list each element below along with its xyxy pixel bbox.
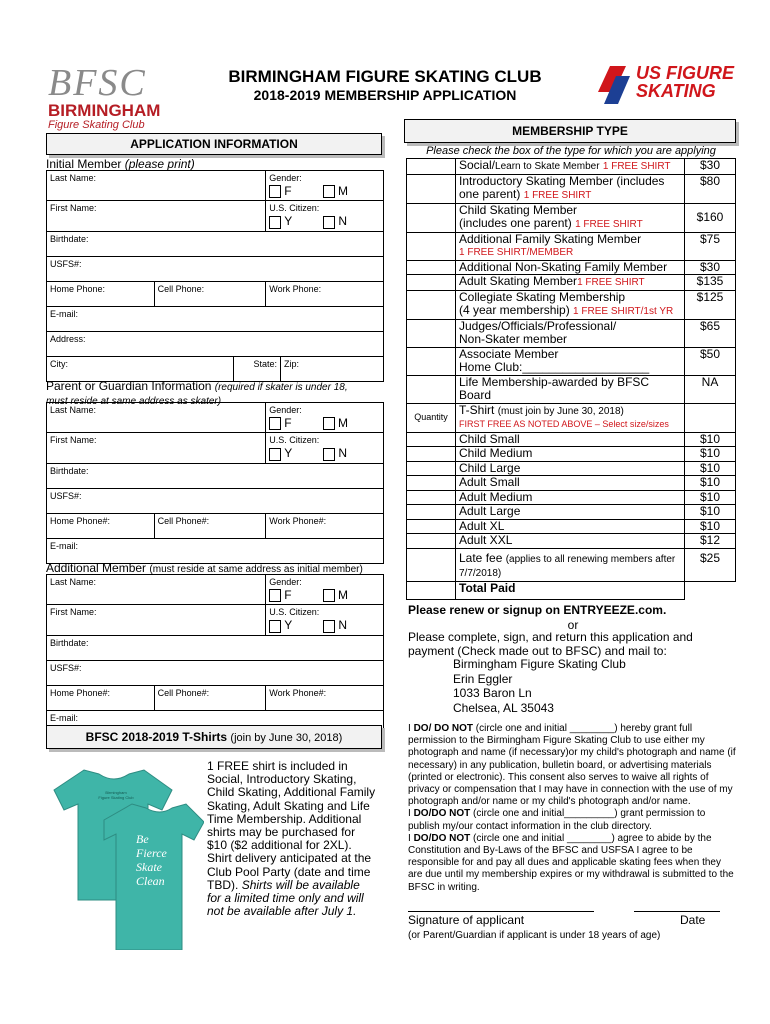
size-price: $10 (685, 505, 736, 520)
signature-line[interactable] (408, 911, 594, 912)
size-quantity-input[interactable] (407, 476, 456, 491)
late-fee-title: Late fee (459, 550, 503, 565)
complete-instruction: Please complete, sign, and return this application and payment (Check made out to BFSC) and mail to: (408, 630, 693, 658)
page-subtitle: 2018-2019 MEMBERSHIP APPLICATION (253, 87, 517, 103)
membership-row (407, 203, 736, 232)
signature-label: Signature of applicant (408, 913, 525, 927)
bfsc-logo-name: BIRMINGHAM (48, 101, 161, 120)
parent-gender-f-label: F (284, 416, 292, 430)
gender-f-checkbox[interactable] (269, 185, 281, 198)
tshirt-row-red: FIRST FREE AS NOTED ABOVE – Select size/sizes (459, 419, 669, 429)
home-phone-label: Home Phone: (50, 283, 106, 294)
membership-line: Additional Family Skating Member (459, 231, 642, 246)
additional-citizen-y-label: Y (284, 618, 293, 633)
additional-home-phone-field[interactable] (47, 685, 155, 710)
late-fee-label (456, 548, 685, 581)
additional-gender-label: Gender: (269, 577, 302, 587)
membership-row (407, 375, 736, 403)
mailing-address (453, 657, 713, 715)
size-row (407, 505, 736, 520)
consent-lead: I (408, 832, 414, 844)
membership-line: one parent) (459, 187, 521, 201)
parent-birthdate-label: Birthdate: (50, 465, 89, 476)
city-state-zip-row (47, 356, 384, 381)
membership-red: 1 FREE SHIRT (602, 161, 671, 172)
usfs-field[interactable] (47, 256, 384, 281)
size-row (407, 461, 736, 476)
additional-citizen-label: U.S. Citizen: (269, 607, 320, 618)
membership-instruction: Please check the box of the type for which you are applying (426, 145, 716, 157)
membership-price: $135 (685, 275, 736, 291)
tshirt-back-text (136, 832, 167, 888)
parent-usfs-field[interactable] (47, 488, 384, 513)
additional-birthdate-label: Birthdate: (50, 637, 89, 648)
size-price: $10 (685, 432, 736, 447)
parent-title: Parent or Guardian Information (46, 379, 212, 393)
parent-work-phone-field[interactable] (266, 513, 384, 538)
membership-row (407, 174, 736, 203)
initial-member-note: (please print) (124, 157, 195, 171)
parent-gender-m-checkbox[interactable] (323, 417, 335, 430)
parent-gender-label: Gender: (269, 405, 302, 415)
membership-checkbox[interactable] (407, 275, 456, 291)
parent-home-phone-field[interactable] (47, 513, 155, 538)
tshirt-row-title: T-Shirt (459, 402, 495, 417)
membership-price: $80 (685, 174, 736, 203)
tshirt-row (407, 403, 736, 432)
parent-gender-m-label: M (337, 416, 348, 430)
membership-line: Introductory Skating Member (includes (459, 173, 665, 188)
membership-row (407, 347, 736, 375)
additional-gender-m-checkbox[interactable] (323, 589, 335, 602)
late-fee-row (407, 548, 736, 581)
state-field[interactable] (234, 357, 281, 381)
citizen-y-checkbox[interactable] (269, 216, 281, 229)
membership-row (407, 232, 736, 260)
additional-birthdate-field[interactable] (47, 635, 384, 660)
parent-usfs-label: USFS#: (50, 490, 82, 501)
membership-line: Non-Skater member (459, 332, 568, 346)
tshirt-shapes (44, 760, 204, 950)
late-fee-checkbox[interactable] (407, 548, 456, 581)
parent-citizen-label: U.S. Citizen: (269, 435, 320, 446)
membership-label (456, 275, 685, 291)
additional-label (46, 561, 363, 575)
membership-small: Learn to Skate Member (495, 161, 600, 172)
size-price: $10 (685, 490, 736, 505)
tshirts-heading-note: (join by June 30, 2018) (230, 732, 343, 744)
membership-checkbox[interactable] (407, 159, 456, 175)
birthdate-label: Birthdate: (50, 233, 89, 244)
membership-price: $50 (685, 347, 736, 375)
total-paid-empty (685, 581, 736, 599)
late-fee-price: $25 (685, 548, 736, 581)
gender-field (266, 171, 384, 201)
page-title: BIRMINGHAM FIGURE SKATING CLUB (228, 67, 542, 86)
address-line: Erin Eggler (453, 671, 513, 686)
membership-row (407, 319, 736, 347)
size-price: $10 (685, 476, 736, 491)
home-phone-field[interactable] (47, 281, 155, 306)
membership-label (456, 203, 685, 232)
additional-email-label: E-mail: (50, 712, 79, 723)
birthdate-field[interactable] (47, 231, 384, 256)
parent-citizen-y-checkbox[interactable] (269, 448, 281, 461)
membership-price: $30 (685, 159, 736, 175)
parent-gender-field (266, 403, 384, 433)
tshirt-price (685, 403, 736, 432)
tshirt-front-line: Figure Skating Club (98, 795, 134, 800)
additional-cell-phone-label: Cell Phone#: (157, 687, 210, 698)
size-row (407, 534, 736, 549)
size-label: Adult Large (456, 505, 685, 520)
membership-line: (includes one parent) (459, 216, 572, 230)
additional-citizen-y-checkbox[interactable] (269, 620, 281, 633)
tshirt-row-note: (must join by June 30, 2018) (497, 405, 624, 417)
consent-rest: (circle one and initial_________) grant permission to publish my/our contact information in the club directory. (408, 808, 706, 832)
or-text: or (567, 618, 579, 632)
total-paid-label: Total Paid (456, 581, 685, 599)
membership-label (456, 174, 685, 203)
size-quantity-input[interactable] (407, 447, 456, 462)
size-price: $10 (685, 461, 736, 476)
size-label: Adult Medium (456, 490, 685, 505)
zip-field[interactable] (281, 357, 383, 381)
size-label: Adult XL (456, 519, 685, 534)
initial-member-label (46, 157, 195, 171)
signature-note: (or Parent/Guardian if applicant is under 18 years of age) (408, 930, 661, 941)
additional-gender-m-label: M (337, 588, 348, 602)
membership-red: 1 FREE SHIRT (575, 219, 643, 230)
consent-lead: I (408, 808, 414, 820)
last-name-label: Last Name: (50, 173, 97, 183)
membership-line: Home Club:___________________ (459, 360, 650, 374)
initial-member-title: Initial Member (46, 157, 122, 171)
consent-lead: I (408, 723, 414, 734)
consent-text (408, 723, 738, 894)
size-row (407, 447, 736, 462)
address-line: 1033 Baron Ln (453, 686, 532, 700)
tshirts-heading (46, 725, 382, 749)
additional-first-name-field[interactable] (47, 605, 266, 635)
membership-checkbox[interactable] (407, 174, 456, 203)
membership-line: Judges/Officials/Professional/ (459, 318, 617, 333)
additional-cell-phone-field[interactable] (154, 685, 266, 710)
tshirt-back-line: Fierce (136, 846, 167, 860)
gender-label: Gender: (269, 173, 302, 183)
membership-line: Associate Member (459, 346, 559, 361)
membership-label: Life Membership-awarded by BFSC Board (456, 375, 685, 403)
size-label: Adult XXL (456, 534, 685, 549)
membership-price: $65 (685, 319, 736, 347)
us-figure-skating-logo-text: US FIGURE SKATING (636, 63, 735, 101)
city-label: City: (50, 358, 68, 369)
consent-directory (408, 808, 738, 832)
consent-bylaws (408, 833, 738, 894)
membership-line: Social/ (459, 158, 496, 172)
citizen-y-label: Y (284, 214, 293, 229)
membership-price: $125 (685, 290, 736, 319)
membership-price: $75 (685, 232, 736, 260)
additional-citizen-n-checkbox[interactable] (323, 620, 335, 633)
additional-last-name-field[interactable] (47, 575, 266, 605)
additional-usfs-field[interactable] (47, 660, 384, 685)
usfs-label: USFS#: (50, 258, 82, 269)
membership-row (407, 260, 736, 275)
parent-home-phone-label: Home Phone#: (50, 515, 111, 526)
size-label: Child Medium (456, 447, 685, 462)
additional-form (46, 574, 384, 736)
parent-citizen-field (266, 433, 384, 463)
size-label: Child Large (456, 461, 685, 476)
size-price: $10 (685, 447, 736, 462)
membership-price: NA (685, 375, 736, 403)
address-field[interactable] (47, 331, 384, 356)
consent-photo (408, 723, 738, 808)
bfsc-logo-script: BFSC (48, 62, 147, 104)
membership-checkbox[interactable] (407, 319, 456, 347)
tshirt-front-line: Birmingham (105, 790, 127, 795)
parent-citizen-n-checkbox[interactable] (323, 448, 335, 461)
parent-cell-phone-field[interactable] (154, 513, 266, 538)
consent-rest: (circle one and initial ________) agree to abide by the Constitution and By-Laws of the BFSC and USFSA I agree to be responsible for and pay all dues and applicable skating fees when they are due until my membership expires or my withdrawal is submitted to the BFSC in writing. (408, 832, 734, 893)
parent-form (46, 402, 384, 564)
membership-checkbox[interactable] (407, 290, 456, 319)
membership-red: 1 FREE SHIRT (577, 277, 645, 288)
application-info-heading: APPLICATION INFORMATION (46, 133, 382, 155)
additional-title: Additional Member (46, 561, 147, 575)
tshirt-back-line: Skate (136, 860, 162, 874)
quantity-label: Quantity (407, 403, 456, 432)
additional-citizen-field (266, 605, 384, 635)
size-quantity-input[interactable] (407, 432, 456, 447)
gender-f-label: F (284, 184, 292, 198)
tshirt-back-line: Clean (136, 874, 165, 888)
membership-red: 1 FREE SHIRT (523, 190, 592, 201)
additional-citizen-n-label: N (338, 618, 348, 633)
additional-first-name-label: First Name: (50, 607, 97, 618)
additional-last-name-label: Last Name: (50, 577, 97, 587)
total-paid-input[interactable] (407, 581, 456, 599)
address-line: Chelsea, AL 35043 (453, 700, 554, 715)
bfsc-logo-sub: Figure Skating Club (48, 119, 145, 131)
initial-member-form (46, 170, 384, 382)
size-row (407, 519, 736, 534)
email-field[interactable] (47, 306, 384, 331)
additional-work-phone-field[interactable] (266, 685, 384, 710)
cell-phone-label: Cell Phone: (157, 283, 205, 294)
size-price: $10 (685, 519, 736, 534)
membership-table (406, 158, 736, 600)
tshirt-front-text (96, 790, 136, 800)
membership-checkbox[interactable] (407, 375, 456, 403)
membership-label (456, 347, 685, 375)
parent-email-label: E-mail: (50, 540, 79, 551)
consent-bold: DO/DO NOT (413, 808, 471, 820)
parent-citizen-y-label: Y (284, 446, 293, 461)
first-name-field[interactable] (47, 201, 266, 231)
membership-row (407, 159, 736, 175)
citizen-field (266, 201, 384, 231)
size-label: Adult Small (456, 476, 685, 491)
city-field[interactable] (47, 357, 234, 381)
size-quantity-input[interactable] (407, 490, 456, 505)
membership-line: Adult Skating Member (459, 274, 578, 288)
consent-bold: DO/DO NOT (413, 832, 471, 844)
work-phone-label: Work Phone: (269, 283, 322, 294)
parent-gender-f-checkbox[interactable] (269, 417, 281, 430)
membership-red: 1 FREE SHIRT/1st YR (573, 306, 674, 317)
additional-gender-field (266, 575, 384, 605)
parent-cell-phone-label: Cell Phone#: (157, 515, 210, 526)
gender-m-checkbox[interactable] (323, 185, 335, 198)
address-label: Address: (50, 333, 86, 344)
size-quantity-input[interactable] (407, 519, 456, 534)
membership-label: Additional Non-Skating Family Member (456, 260, 685, 275)
additional-usfs-label: USFS#: (50, 662, 82, 673)
tshirt-back-line: Be (136, 832, 149, 846)
state-label: State: (253, 358, 277, 369)
citizen-label: U.S. Citizen: (269, 203, 320, 214)
additional-home-phone-label: Home Phone#: (50, 687, 111, 698)
additional-work-phone-label: Work Phone#: (269, 687, 327, 698)
tshirt-description-italic: Shirts will be available for a limited time only and will not be available after July 1. (207, 877, 364, 919)
membership-label (456, 319, 685, 347)
membership-line: (4 year membership) (459, 303, 570, 317)
membership-price: $30 (685, 260, 736, 275)
parent-citizen-n-label: N (338, 446, 348, 461)
address-line: Birmingham Figure Skating Club (453, 657, 626, 671)
us-figure-skating-logo (596, 62, 746, 108)
parent-last-name-label: Last Name: (50, 405, 97, 415)
membership-checkbox[interactable] (407, 260, 456, 275)
date-line[interactable] (634, 911, 720, 912)
late-fee-note: (applies to all renewing members after 7/7/2018) (459, 553, 676, 579)
parent-email-field[interactable] (47, 538, 384, 563)
membership-label (456, 159, 685, 175)
consent-rest: (circle one and initial ________) hereby grant full permission to the Birmingham Figure Skating Club to use either my photograph and name (if necessary)or my child's photograph and name (if necessary) in any publication, bulletin board, or advertising materials (printed or electronic). This consent also serves to waive all rights of privacy or compensation that I may have in connection with the use of my photograph and/or name or my child's photograph and/or name. (408, 723, 736, 808)
additional-note: (must reside at same address as initial member) (149, 564, 363, 575)
additional-gender-f-checkbox[interactable] (269, 589, 281, 602)
membership-heading: MEMBERSHIP TYPE (404, 119, 736, 143)
membership-label (456, 232, 685, 260)
last-name-field[interactable] (47, 171, 266, 201)
size-quantity-input[interactable] (407, 461, 456, 476)
parent-work-phone-label: Work Phone#: (269, 515, 327, 526)
membership-row (407, 275, 736, 291)
parent-first-name-label: First Name: (50, 435, 97, 446)
tshirt-description-body: 1 FREE shirt is included in Social, Introductory Skating, Child Skating, Additional Family Skating, Adult Skating and Life Time Membership. Additional shirts may be purchased for $10 ($2 additional for 2XL). Shirt delivery anticipated at the Club Pool Party (date and time TBD). (207, 759, 376, 892)
size-quantity-input[interactable] (407, 505, 456, 520)
tshirt-illustration (44, 760, 204, 950)
membership-checkbox[interactable] (407, 347, 456, 375)
size-row (407, 476, 736, 491)
membership-line: Collegiate Skating Membership (459, 289, 626, 304)
tshirts-heading-title: BFSC 2018-2019 T-Shirts (85, 730, 228, 744)
tshirt-description (207, 760, 377, 918)
total-row (407, 581, 736, 599)
membership-checkbox[interactable] (407, 232, 456, 260)
zip-label: Zip: (284, 358, 300, 369)
membership-label (456, 290, 685, 319)
renew-instruction: Please renew or signup on ENTRYEEZE.com. (408, 603, 667, 617)
membership-line: Child Skating Member (459, 202, 578, 217)
first-name-label: First Name: (50, 203, 97, 214)
membership-red: 1 FREE SHIRT/MEMBER (459, 247, 574, 258)
size-label: Child Small (456, 432, 685, 447)
work-phone-field[interactable] (266, 281, 384, 306)
size-quantity-input[interactable] (407, 534, 456, 549)
additional-gender-f-label: F (284, 588, 292, 602)
size-price: $12 (685, 534, 736, 549)
date-label: Date (680, 913, 706, 927)
email-label: E-mail: (50, 308, 79, 319)
membership-row (407, 290, 736, 319)
parent-last-name-field[interactable] (47, 403, 266, 433)
citizen-n-label: N (338, 214, 348, 229)
membership-checkbox[interactable] (407, 203, 456, 232)
size-row (407, 490, 736, 505)
parent-note: (required if skater is under 18, must reside at same address as skater) (46, 382, 348, 407)
bfsc-logo (48, 62, 161, 132)
membership-price: $160 (685, 203, 736, 232)
cell-phone-field[interactable] (154, 281, 266, 306)
citizen-n-checkbox[interactable] (323, 216, 335, 229)
parent-birthdate-field[interactable] (47, 463, 384, 488)
size-row (407, 432, 736, 447)
parent-first-name-field[interactable] (47, 433, 266, 463)
tshirt-label (456, 403, 685, 432)
consent-bold: DO/ DO NOT (413, 723, 474, 734)
gender-m-label: M (337, 184, 348, 198)
